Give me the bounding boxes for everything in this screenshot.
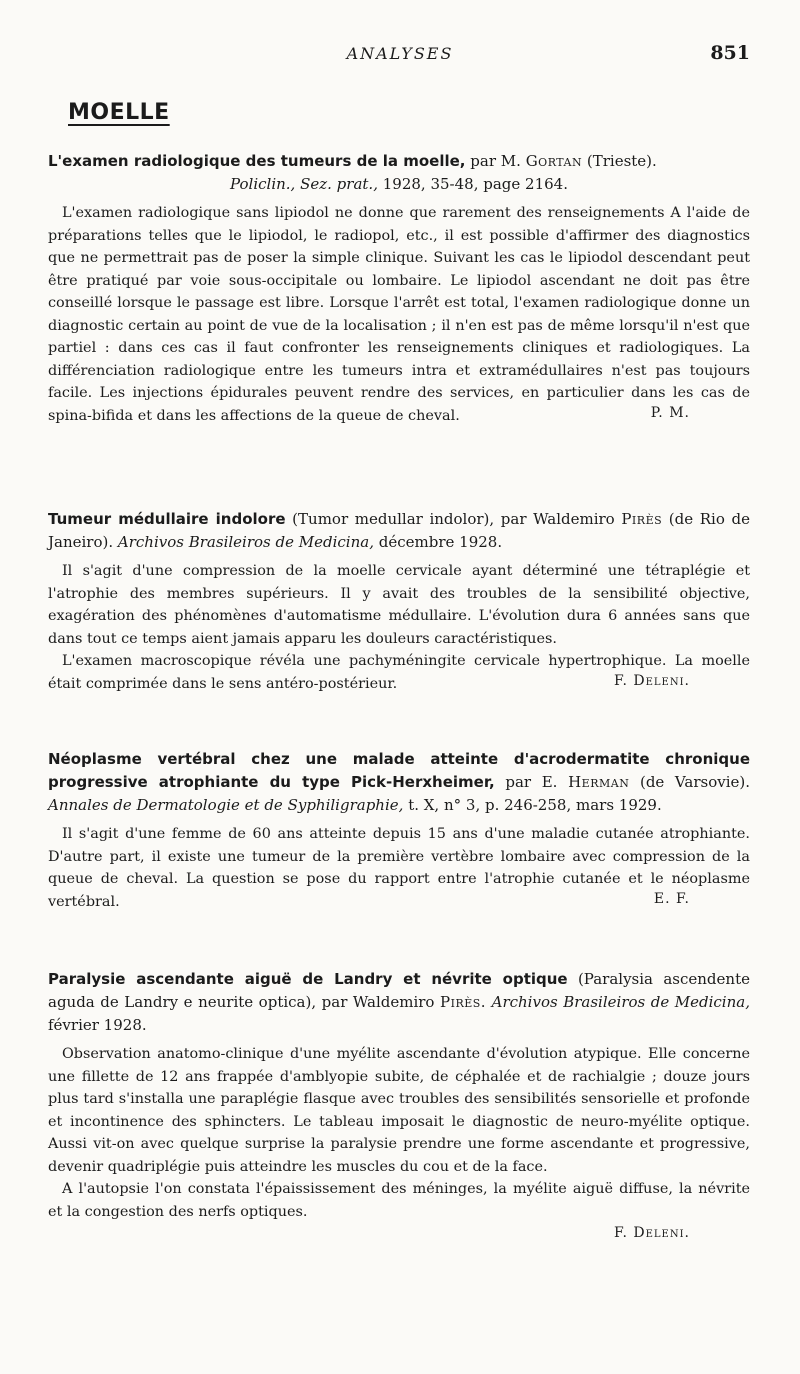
article-title: Néoplasme vertébral chez une malade atteinte d'acrodermatite chronique progressive atrophiante du type Pick-Herxheimer, — [48, 750, 750, 791]
page-number: 851 — [710, 42, 750, 64]
article-heading — [48, 968, 750, 1037]
article-title: L'examen radiologique des tumeurs de la moelle, — [48, 152, 466, 170]
article-4 — [48, 968, 750, 1241]
author-suffix: (de Varsovie). — [639, 773, 750, 791]
author-prefix: par M. — [470, 152, 521, 170]
running-head-title: ANALYSES — [346, 44, 454, 63]
article-author: Herman — [568, 773, 630, 791]
article-paragraph: Il s'agit d'une compression de la moelle cervicale ayant déterminé une tétraplégie et l'atrophie des membres supérieurs. Il y avait des troubles de la sensibilité objective, exagération des phénomènes d'automatisme médullaire. L'évolution dura 6 années sans que dans tout ce temps aient jamais apparu les douleurs caractéristiques. — [48, 563, 750, 647]
article-paragraph: L'examen radiologique sans lipiodol ne donne que rarement des renseignements A l'aide de préparations telles que le lipiodol, le radiopol, etc., il est possible d'affirmer des diagnostics que ne permettrait pas de poser la simple clinique. Suivant les cas le lipiodol descendant peut être pratiqué par voie sous-occipitale ou lombaire. Le lipiodol ascendant ne doit pas être conseillé lorsque le passage est libre. Lorsque l'arrêt est total, l'examen radiologique donne un diagnostic certain au point de vue de la localisation ; il n'en est pas de même lorsqu'il n'est que partiel : dans ces cas il faut confronter les renseignements cliniques et radiologiques. La différenciation radiologique entre les tumeurs intra et extramédullaires n'est pas toujours facile. Les injections épidurales peuvent rendre des services, en particulier dans les cas de spina-bifida et dans les affections de la queue de cheval. — [48, 205, 750, 424]
source-journal: Archivos Brasileiros de Medicina, — [491, 993, 750, 1011]
source-details: février 1928. — [48, 1016, 147, 1034]
article-title: Paralysie ascendante aiguë de Landry et névrite optique — [48, 970, 568, 988]
article-title: Tumeur médullaire indolore — [48, 510, 286, 528]
article-signature: F. Deleni. — [613, 1225, 690, 1241]
running-head — [0, 44, 800, 68]
article-author: Pirès — [621, 510, 663, 528]
author-suffix: (de Rio de Janeiro). — [48, 510, 750, 551]
article-paragraph: A l'autopsie l'on constata l'épaississement des méninges, la myélite aiguë diffuse, la névrite et la congestion des nerfs optiques. — [48, 1181, 750, 1220]
article-2 — [48, 508, 750, 692]
author-prefix: par E. — [505, 773, 558, 791]
article-paragraph: Il s'agit d'une femme de 60 ans atteinte depuis 15 ans d'une maladie cutanée atrophiante. D'autre part, il existe une tumeur de la première vertèbre lombaire avec compression de la queue de cheval. La question se pose du rapport entre l'atrophie cutanée et le néoplasme vertébral. — [48, 826, 750, 910]
article-source — [48, 173, 750, 196]
article-heading — [48, 508, 750, 554]
article-paragraph: L'examen macroscopique révéla une pachyméningite cervicale hypertrophique. La moelle était comprimée dans le sens antéro-postérieur. — [48, 653, 750, 692]
source-journal: Annales de Dermatologie et de Syphiligraphie, — [48, 796, 404, 814]
source-journal: Archivos Brasileiros de Medicina, — [117, 533, 374, 551]
source-details: 1928, 35-48, page 2164. — [382, 175, 568, 193]
article-signature: P. M. — [650, 405, 690, 421]
article-heading — [48, 150, 750, 173]
author-prefix: (Paralysia ascendente aguda de Landry e neurite optica), par Waldemiro — [48, 970, 750, 1011]
source-details: décembre 1928. — [378, 533, 503, 551]
source-details: t. X, n° 3, p. 246-258, mars 1929. — [408, 796, 662, 814]
author-suffix: (Trieste). — [586, 152, 657, 170]
article-author: Pirès. — [440, 993, 487, 1011]
section-title: MOELLE — [68, 100, 170, 125]
source-journal: Policlin., Sez. prat., — [230, 175, 378, 193]
article-signature: F. Deleni. — [613, 673, 690, 689]
author-prefix: (Tumor medullar indolor), par Waldemiro — [292, 510, 615, 528]
article-signature: E. F. — [653, 891, 690, 907]
article-author: Gortan — [525, 152, 583, 170]
article-heading — [48, 748, 750, 817]
article-body — [48, 1043, 750, 1223]
article-1 — [48, 150, 750, 424]
article-paragraph: Observation anatomo-clinique d'une myélite ascendante d'évolution atypique. Elle concerne une fillette de 12 ans frappée d'amblyopie subite, de céphalée et de rachialgie ; douze jours plus tard s'installa une paraplégie flasque avec troubles des sensibilités sensorielle et profonde et incontinence des sphincters. Le tableau imposait le diagnostic de neuro-myélite optique. Aussi vit-on avec quelque surprise la paralysie prendre une forme ascendante et progressive, devenir quadriplégie puis atteindre les muscles du cou et de la face. — [48, 1046, 750, 1175]
article-3 — [48, 748, 750, 910]
article-body — [48, 202, 750, 427]
